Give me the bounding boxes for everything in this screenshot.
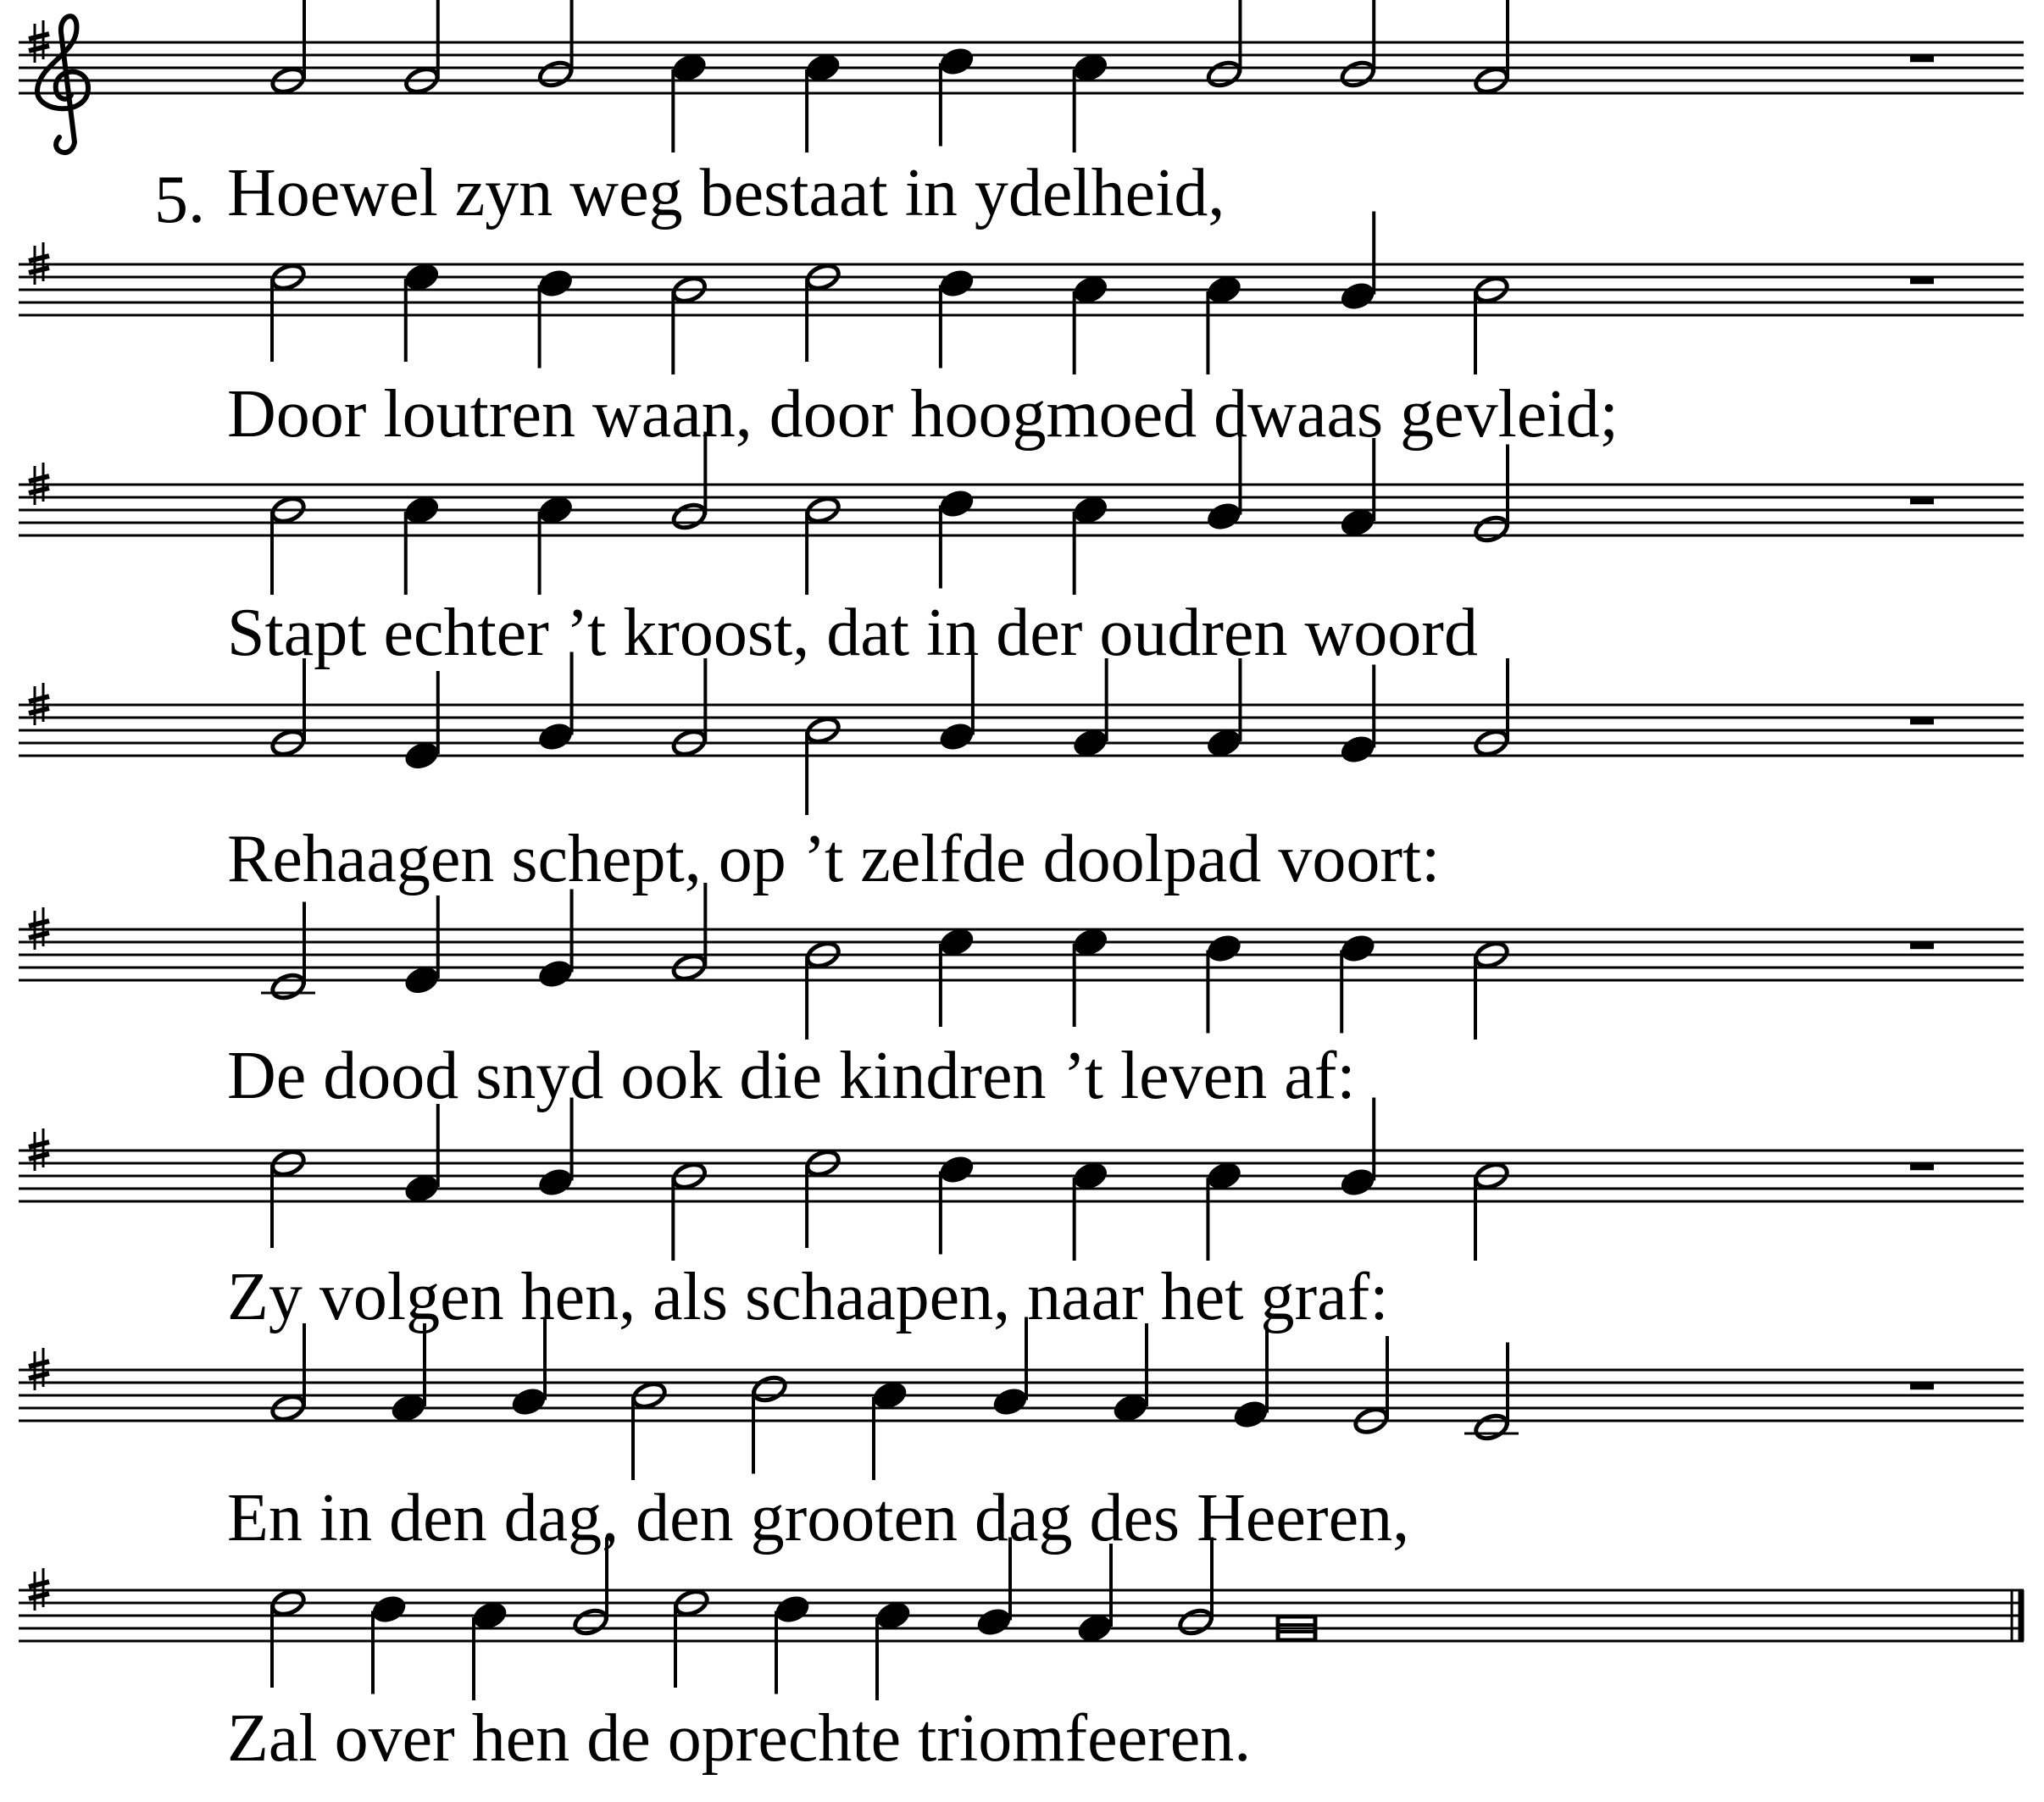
quarter-note: [536, 890, 576, 991]
quarter-note: [936, 486, 977, 588]
staff-system: [19, 1538, 2024, 1777]
staff-system: [19, 652, 2024, 897]
half-rest: [1910, 497, 1934, 504]
staff-system: [19, 212, 2024, 452]
verse-number: 5.: [154, 163, 205, 237]
quarter-note: [936, 1152, 977, 1254]
half-rest: [1910, 718, 1934, 724]
quarter-note: [1204, 1159, 1245, 1261]
half-rest: [1910, 55, 1934, 62]
lyric-line: Door loutren waan, door hoogmoed dwaas gevleid;: [227, 377, 1619, 452]
quarter-note: [1230, 1330, 1271, 1432]
quarter-note: [402, 1104, 442, 1206]
quarter-note: [936, 44, 977, 146]
lyric-line: Rehaagen schept, op ’t zelfde doolpad voort:: [227, 822, 1441, 896]
quarter-note: [402, 493, 442, 595]
half-rest: [1910, 277, 1934, 284]
quarter-note: [936, 925, 977, 1027]
half-rest: [1910, 1163, 1934, 1170]
quarter-note: [1070, 925, 1111, 1027]
staff-systems: [19, 0, 2024, 1776]
half-rest: [1910, 1383, 1934, 1389]
quarter-note: [369, 1592, 409, 1694]
staff-system: [19, 1317, 2024, 1556]
quarter-note: [1110, 1323, 1151, 1425]
half-note: [536, 0, 574, 90]
half-note: [1205, 0, 1242, 90]
quarter-note: [936, 266, 977, 368]
staff-system: [19, 432, 2024, 671]
quarter-note: [772, 1592, 813, 1694]
quarter-note: [1337, 665, 1378, 767]
half-note: [1473, 445, 1510, 545]
quarter-note: [1204, 273, 1245, 374]
staff-system: [19, 883, 2024, 1113]
quarter-note: [1337, 212, 1378, 313]
quarter-note: [869, 1378, 910, 1480]
lyric-line: Zy volgen hen, als schaapen, naar het graf:: [227, 1260, 1389, 1334]
lyric-line: Zal over hen de oprechte triomfeeren.: [227, 1701, 1252, 1776]
half-note: [269, 902, 307, 1002]
half-note: [1473, 1343, 1510, 1443]
lyric-line: Stapt echter ’t kroost, dat in der oudren woord: [227, 596, 1478, 670]
quarter-note: [388, 1323, 429, 1425]
quarter-note: [1070, 51, 1111, 152]
quarter-note: [536, 266, 576, 368]
quarter-note: [1070, 658, 1111, 760]
half-note: [751, 1373, 788, 1473]
quarter-note: [873, 1599, 914, 1700]
quarter-note: [1337, 931, 1378, 1033]
half-rest: [1910, 942, 1934, 949]
staff-system: [19, 0, 2024, 230]
quarter-note: [1204, 931, 1245, 1033]
quarter-note: [536, 493, 576, 595]
quarter-note: [1070, 1159, 1111, 1261]
quarter-note: [402, 260, 442, 362]
lyric-line: De dood snyd ook die kindren ’t leven af:: [227, 1039, 1356, 1113]
staff-system: [19, 1098, 2024, 1335]
quarter-note: [669, 51, 710, 152]
quarter-note: [1204, 658, 1245, 760]
half-note: [1339, 0, 1376, 90]
quarter-note: [1075, 1544, 1115, 1645]
quarter-note: [402, 671, 442, 773]
quarter-note: [1070, 493, 1111, 595]
lyric-line: Hoewel zyn weg bestaat in ydelheid,: [227, 156, 1225, 230]
quarter-note: [469, 1599, 510, 1700]
quarter-note: [402, 895, 442, 997]
quarter-note: [1070, 273, 1111, 374]
quarter-note: [1337, 438, 1378, 540]
lyric-line: En in den dag, den grooten dag des Heeren,: [227, 1481, 1410, 1555]
quarter-note: [803, 51, 843, 152]
